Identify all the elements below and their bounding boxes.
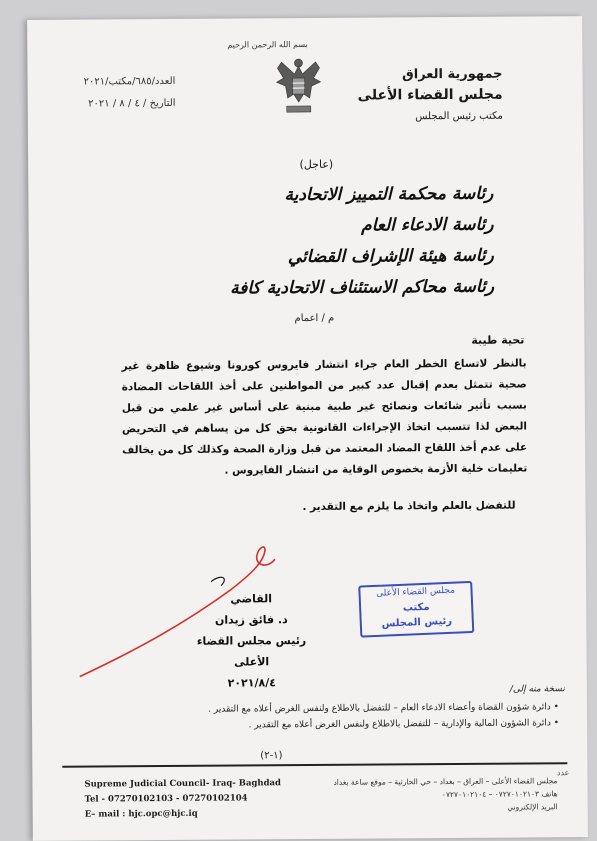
stamp-line: مكتب (361, 598, 472, 618)
country-name: جمهورية العراق (357, 65, 502, 86)
footer-phone: Tel - 07270102103 - 07270102104 (85, 791, 282, 807)
recipients-list (133, 179, 494, 306)
document-date: التاريخ / ٤ / ٨ / ٢٠٢١ (84, 93, 176, 116)
greeting: تحية طيبة (471, 333, 524, 346)
signatory-name: د. فائق زيدان (181, 609, 321, 631)
copies-list (89, 699, 559, 734)
recipient: رئاسة هيئة الإشراف القضائي (134, 241, 494, 275)
footer-divider (62, 762, 567, 768)
footer-email-ar: البريد الإلكتروني (308, 800, 558, 815)
copy-item: • دائرة الشؤون المالية والإدارية – للتفضل بالاطلاع ولنفس الغرض أعلاه مع التقدير . (89, 715, 559, 734)
signatory-position: رئيس مجلس القضاء الأعلى (181, 630, 321, 673)
footer-arabic (307, 774, 557, 815)
document-page (27, 16, 588, 841)
page-number: (١-٢) (260, 750, 282, 761)
stamp-line: رئيس المجلس (362, 613, 473, 633)
handwritten-note: عدد (557, 768, 570, 777)
recipient: رئاسة الادعاء العام (133, 210, 493, 244)
official-stamp (358, 581, 474, 638)
closing-line: للتفضل بالعلم واتخاذ ما يلزم مع التقدير . (302, 500, 515, 513)
document-number: العدد/٦٨٥/مكتب/٢٠٢١ (84, 71, 176, 94)
office-name: مكتب رئيس المجلس (358, 107, 503, 128)
footer-english (84, 776, 281, 822)
copy-item: • دائرة شؤون القضاة وأعضاء الادعاء العام – للتفضل بالاطلاع ولنفس الغرض أعلاه مع التقدير . (89, 699, 559, 718)
letterhead-right (357, 65, 502, 128)
footer-address-ar: مجلس القضاء الأعلى – العراق – بغداد – حي الحارثية – موقع ساعة بغداد (307, 774, 557, 789)
iraq-eagle-emblem-icon (273, 54, 323, 116)
signature-date: ٢٠٢١/٨/٤ (182, 672, 322, 694)
footer-address: Supreme Judicial Council- Iraq- Baghdad (84, 776, 281, 792)
signature-block (181, 588, 322, 694)
recipient: رئاسة محكمة التمييز الاتحادية (133, 179, 493, 213)
basmala: بسم الله الرحمن الرحيم (227, 40, 307, 50)
letter-body: بالنظر لاتساع الخطر العام جراء انتشار فايروس كورونا وشيوع ظاهرة غير صحية تتمثل بعدم إقبال عدد كبير من المواطنين على أخذ اللقاحات المضادة بسبب تأثير شائعات ونصائح غير طبية مبنية على أساس غير علمي من قبل البعض لذا تتسبب اتخاذ الإجراءات القانونية بحق كل من يساهم في التحريض على عدم أخذ اللقاح المضاد المعتمد من قبل وزارة الصحة وكذلك كل من يخالف تعليمات خلية الأزمة بخصوص الوقاية من انتشار الفايروس . (121, 353, 527, 482)
recipient: رئاسة محاكم الاستئناف الاتحادية كافة (134, 272, 494, 306)
council-name: مجلس القضاء الأعلى (358, 85, 503, 106)
footer-phone-ar: هاتف ٠٧٢٧٠١٠٢١٠٣ – ٠٧٢٧٠١٠٢١٠٤ (308, 787, 558, 802)
footer-email: E– mail : hjc.opc@hjc.iq (85, 806, 282, 822)
signatory-title: القاضي (181, 588, 321, 610)
urgent-label: (عاجل) (299, 158, 333, 171)
stamp-line: مجلس القضاء الأعلى (360, 583, 471, 603)
letterhead-left (84, 71, 176, 116)
copies-title: نسخة منه إلى/ (510, 684, 565, 694)
subject-reference: م / اعمام (295, 313, 335, 324)
